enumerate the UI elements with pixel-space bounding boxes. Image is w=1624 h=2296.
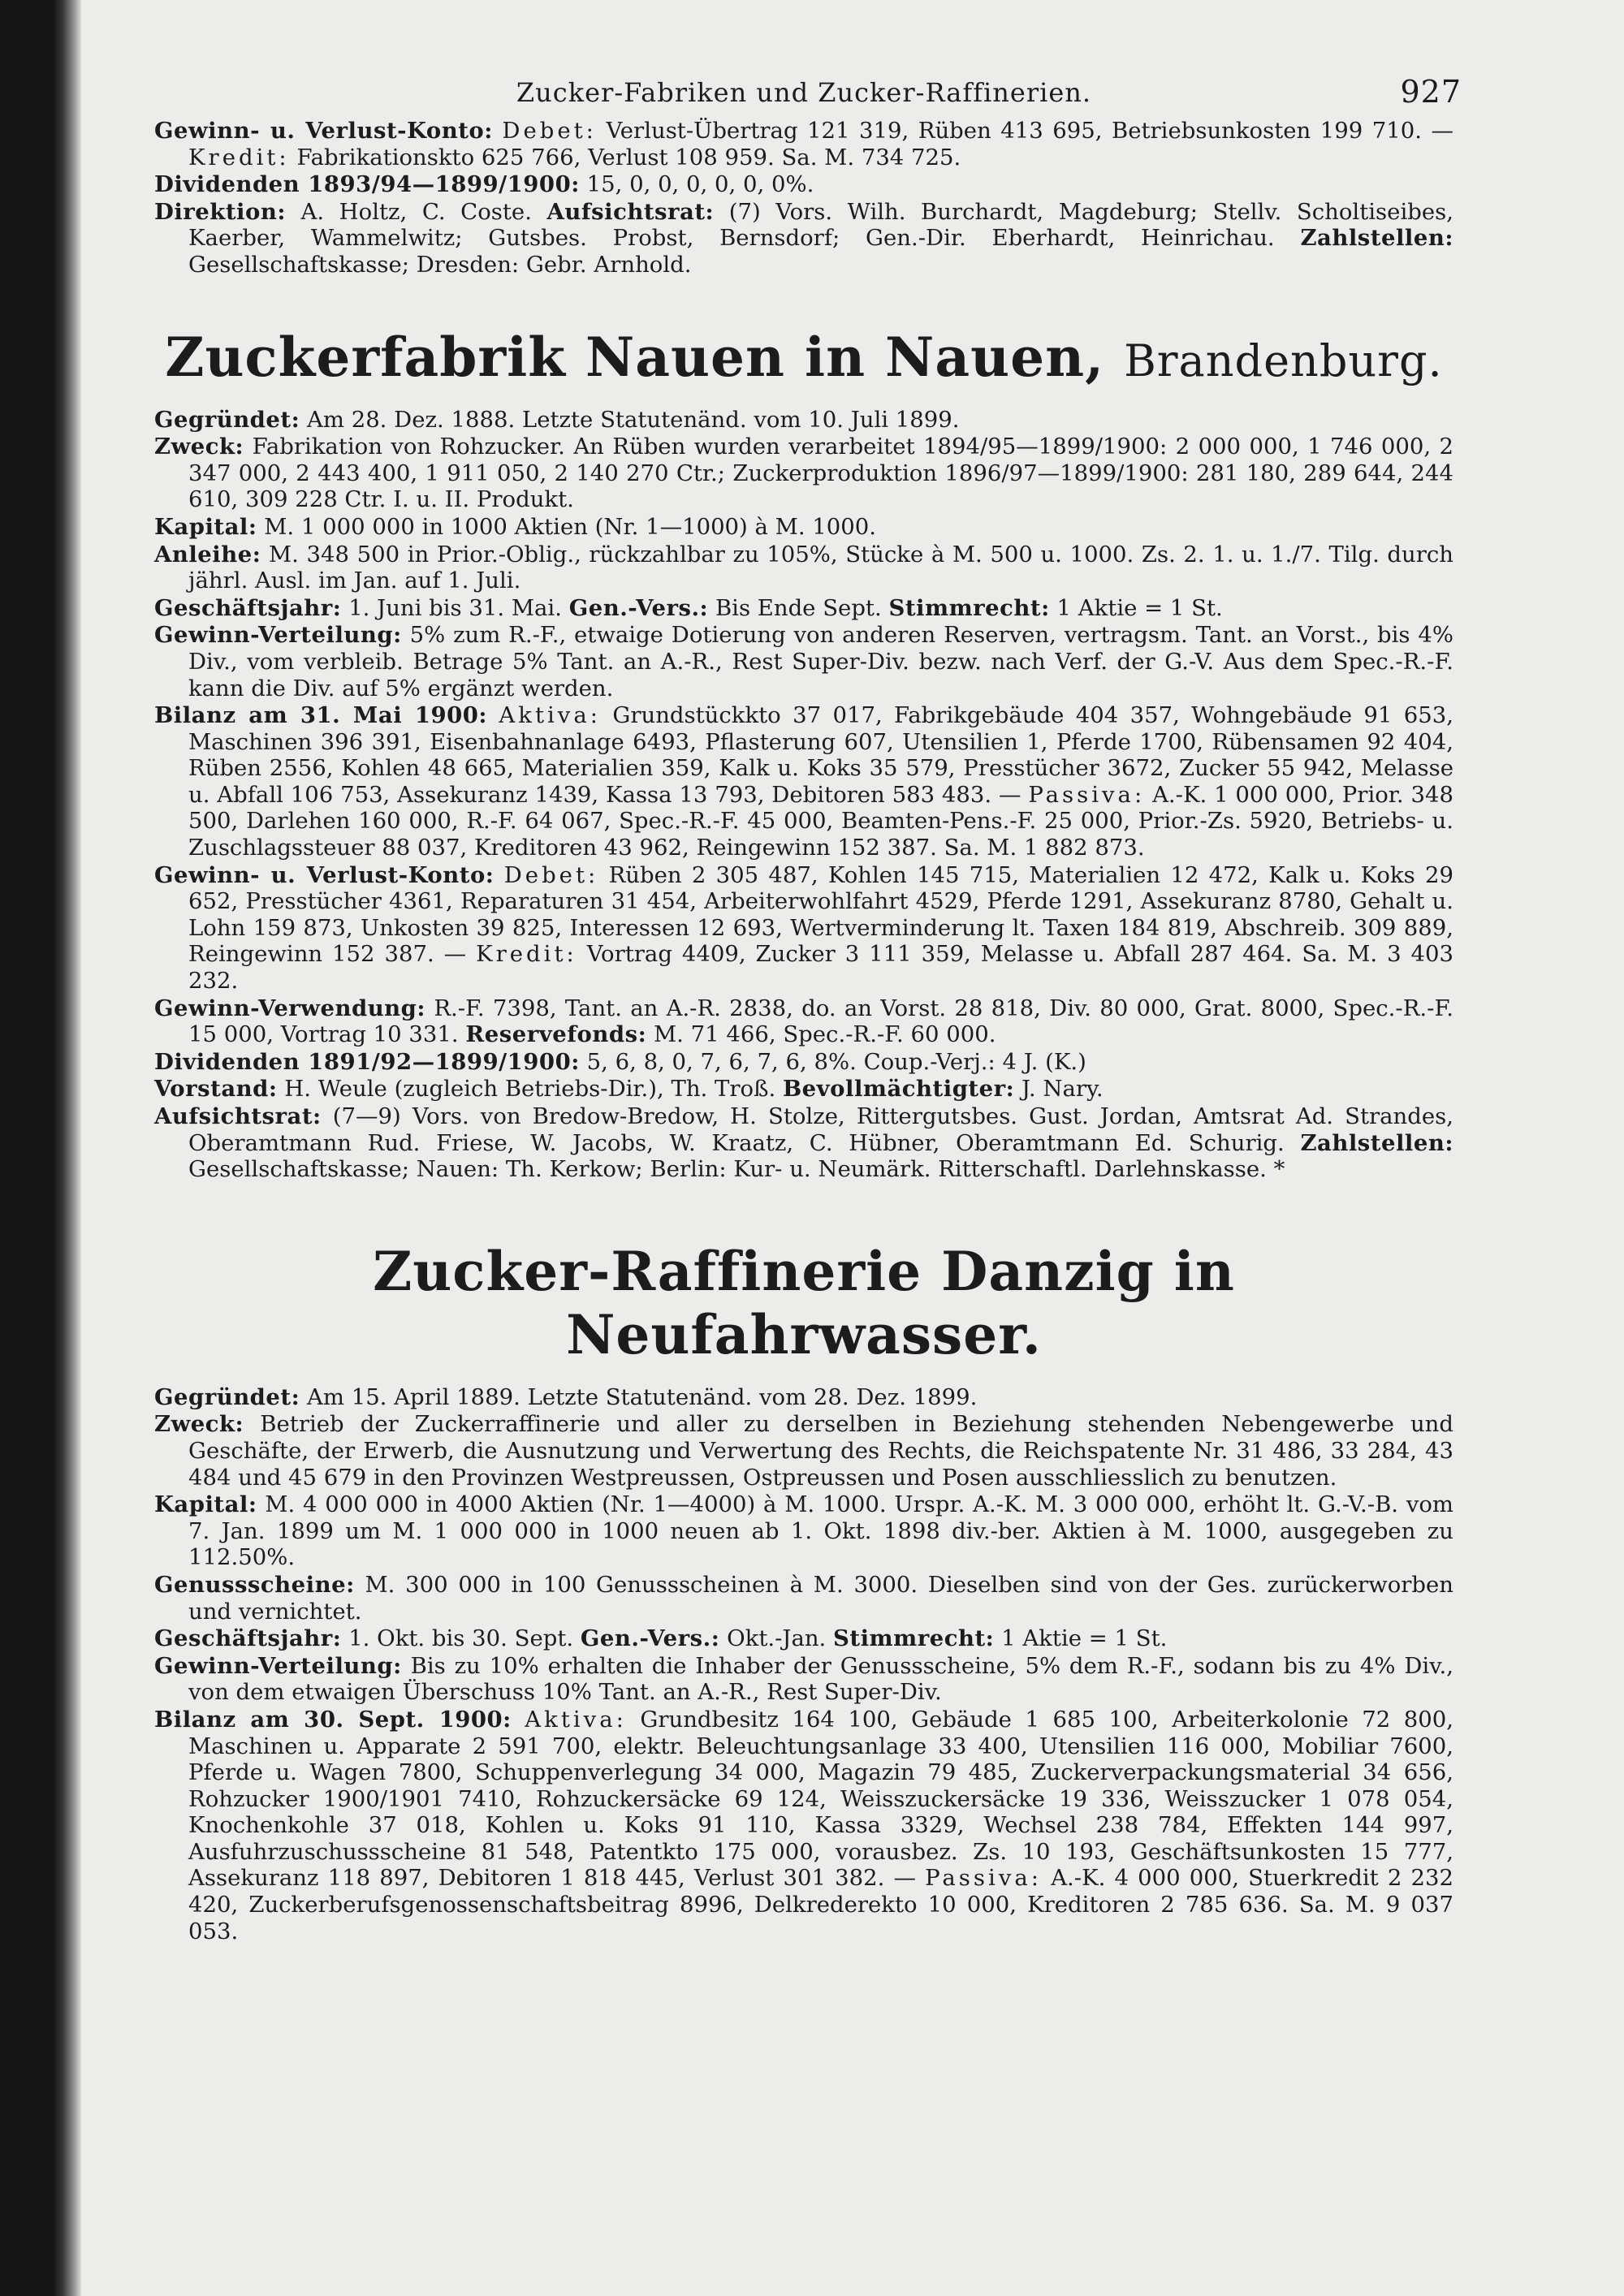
- document-page: [154, 74, 1462, 1945]
- company-title-nauen: Zuckerfabrik Nauen in Nauen, Brandenburg.: [165, 325, 1443, 389]
- field-zweck: Zweck: Fabrikation von Rohzucker. An Rüben wurden verarbeitet 1894/95—1899/1900: 2 000 000, 1 746 000, 2 347 000, 2 443 400, 1 911 050, 2 140 270 Ctr.; Zuckerproduktion 1896/97—1899/1900: 281 180, 289 644, 244 610, 309 228 Ctr. I. u. II. Produkt.: [154, 434, 1453, 513]
- field-vorstand: Vorstand: H. Weule (zugleich Betriebs-Dir.), Th. Troß. Bevollmächtigter: J. Nary.: [154, 1076, 1104, 1103]
- field-bilanz: Bilanz am 30. Sept. 1900: Aktiva: Grundbesitz 164 100, Gebäude 1 685 100, Arbeiterkolonie 72 800, Maschinen u. Apparate 2 591 700, elektr. Beleuchtungsanlage 33 400, Utensilien 116 000, Mobiliar 7600, Pferde u. Wagen 7800, Schuppenverlegung 34 000, Magazin 79 485, Zuckerverpackungsmaterial 34 656, Rohzucker 1900/1901 7410, Rohzuckersäcke 69 124, Weisszuckersäcke 19 336, Weisszucker 1 078 054, Knochenkohle 37 018, Kohlen u. Koks 91 110, Kassa 3329, Wechsel 238 784, Effekten 144 997, Ausfuhrzuschussscheine 81 548, Patentkto 175 000, vorausbez. Zs. 10 193, Geschäftsunkosten 15 777, Assekuranz 118 897, Debitoren 1 818 445, Verlust 301 382. — Passiva: A.-K. 4 000 000, Stuerkredit 2 232 420, Zuckerberufsgenossenschaftsbeitrag 8996, Delkrederekto 10 000, Kreditoren 2 785 636. Sa. M. 9 037 053.: [154, 1706, 1453, 1944]
- page-number: 927: [1400, 74, 1462, 110]
- field-dividenden: Dividenden 1891/92—1899/1900: 5, 6, 8, 0, 7, 6, 7, 6, 8%. Coup.-Verj.: 4 J. (K.): [154, 1048, 1086, 1075]
- field-gewinn-verteilung: Gewinn-Verteilung: 5% zum R.-F., etwaige Dotierung von anderen Reserven, vertragsm. Tant. an Vorst., bis 4% Div., vom verbleib. Betrage 5% Tant. an A.-R., Rest Super-Div. bezw. nach Verf. der G.-V. Aus dem Spec.-R.-F. kann die Div. auf 5% ergänzt werden.: [154, 622, 1453, 701]
- entry-danzig: [154, 1384, 1453, 1944]
- field-zweck: Zweck: Betrieb der Zuckerraffinerie und aller zu derselben in Beziehung stehenden Nebengewerbe und Geschäfte, der Erwerb, die Ausnutzung und Verwertung des Rechts, die Reichspatente Nr. 31 486, 33 284, 43 484 und 45 679 in den Provinzen Westpreussen, Ostpreussen und Posen ausschliesslich zu benutzen.: [154, 1411, 1453, 1491]
- field-gewinn-verwendung: Gewinn-Verwendung: R.-F. 7398, Tant. an A.-R. 2838, do. an Vorst. 28 818, Div. 80 000, Grat. 8000, Spec.-R.-F. 15 000, Vortrag 10 331. Reservefonds: M. 71 466, Spec.-R.-F. 60 000.: [154, 995, 1453, 1048]
- field-gegruendet: Gegründet: Am 15. April 1889. Letzte Statutenänd. vom 28. Dez. 1899.: [154, 1383, 978, 1410]
- field-kapital: Kapital: M. 1 000 000 in 1000 Aktien (Nr. 1—1000) à M. 1000.: [154, 513, 877, 540]
- field-kapital: Kapital: M. 4 000 000 in 4000 Aktien (Nr. 1—4000) à M. 1000. Urspr. A.-K. M. 3 000 000, erhöht lt. G.-V.-B. vom 7. Jan. 1899 um M. 1 000 000 in 1000 neuen ab 1. Okt. 1898 div.-ber. Aktien à M. 1000, ausgegeben zu 112.50%.: [154, 1491, 1453, 1571]
- field-gegruendet: Gegründet: Am 28. Dez. 1888. Letzte Statutenänd. vom 10. Juli 1899.: [154, 406, 960, 433]
- field-geschaeftsjahr: Geschäftsjahr: 1. Okt. bis 30. Sept. Gen.-Vers.: Okt.-Jan. Stimmrecht: 1 Aktie = 1 St.: [154, 1625, 1168, 1652]
- field-genussscheine: Genussscheine: M. 300 000 in 100 Genussscheinen à M. 3000. Dieselben sind von der Ges. zurückerworben und vernichtet.: [154, 1571, 1453, 1625]
- field-direktion: Direktion: A. Holtz, C. Coste. Aufsichtsrat: (7) Vors. Wilh. Burchardt, Magdeburg; Stellv. Scholtiseibes, Kaerber, Wammelwitz; Gutsbes. Probst, Bernsdorf; Gen.-Dir. Eberhardt, Heinrichau. Zahlstellen: Gesellschaftskasse; Dresden: Gebr. Arnhold.: [154, 198, 1453, 278]
- previous-entry-tail: [154, 118, 1453, 278]
- running-header: [154, 74, 1462, 118]
- entry-nauen: [154, 407, 1453, 1183]
- field-anleihe: Anleihe: M. 348 500 in Prior.-Oblig., rückzahlbar zu 105%, Stücke à M. 500 u. 1000. Zs. 2. 1. u. 1./7. Tilg. durch jährl. Ausl. im Jan. auf 1. Juli.: [154, 541, 1453, 594]
- running-title: Zucker-Fabriken und Zucker-Raffinerien.: [516, 77, 1092, 108]
- field-gewinn-verlust: Gewinn- u. Verlust-Konto: Debet: Verlust-Übertrag 121 319, Rüben 413 695, Betriebsunkosten 199 710. — Kredit: Fabrikationskto 625 766, Verlust 108 959. Sa. M. 734 725.: [154, 118, 1453, 170]
- company-title-danzig: Zucker-Raffinerie Danzig in Neufahrwasser.: [373, 1239, 1235, 1366]
- field-geschaeftsjahr: Geschäftsjahr: 1. Juni bis 31. Mai. Gen.-Vers.: Bis Ende Sept. Stimmrecht: 1 Aktie = 1 St.: [154, 594, 1223, 621]
- field-aufsichtsrat: Aufsichtsrat: (7—9) Vors. von Bredow-Bredow, H. Stolze, Rittergutsbes. Gust. Jordan, Amtsrat Ad. Strandes, Oberamtmann Rud. Friese, W. Jacobs, W. Kraatz, C. Hübner, Oberamtmann Ed. Schurig. Zahlstellen: Gesellschaftskasse; Nauen: Th. Kerkow; Berlin: Kur- u. Neumärk. Ritterschaftl. Darlehnskasse. *: [154, 1103, 1453, 1183]
- field-gewinn-verlust-konto: Gewinn- u. Verlust-Konto: Debet: Rüben 2 305 487, Kohlen 145 715, Materialien 12 472, Kalk u. Koks 29 652, Presstücher 4361, Reparaturen 31 454, Arbeiterwohlfahrt 4529, Pferde 1291, Assekuranz 8780, Gehalt u. Lohn 159 873, Unkosten 39 825, Interessen 12 693, Wertverminderung lt. Taxen 184 819, Abschreib. 309 889, Reingewinn 152 387. — Kredit: Vortrag 4409, Zucker 3 111 359, Melasse u. Abfall 287 464. Sa. M. 3 403 232.: [154, 861, 1453, 995]
- field-dividenden: Dividenden 1893/94—1899/1900: 15, 0, 0, 0, 0, 0, 0%.: [154, 171, 814, 198]
- book-binding-edge: [0, 0, 81, 2296]
- field-gewinn-verteilung: Gewinn-Verteilung: Bis zu 10% erhalten die Inhaber der Genussscheine, 5% dem R.-F., sodann bis zu 4% Div., von dem etwaigen Überschuss 10% Tant. an A.-R., Rest Super-Div.: [154, 1652, 1453, 1706]
- field-bilanz: Bilanz am 31. Mai 1900: Aktiva: Grundstückkto 37 017, Fabrikgebäude 404 357, Wohngebäude 91 653, Maschinen 396 391, Eisenbahnanlage 6493, Pflasterung 607, Utensilien 1, Pferde 1700, Rübensamen 92 404, Rüben 2556, Kohlen 48 665, Materialien 359, Kalk u. Koks 35 579, Presstücher 3672, Zucker 55 942, Melasse u. Abfall 106 753, Assekuranz 1439, Kassa 13 793, Debitoren 583 483. — Passiva: A.-K. 1 000 000, Prior. 348 500, Darlehen 160 000, R.-F. 64 067, Spec.-R.-F. 45 000, Beamten-Pens.-F. 25 000, Prior.-Zs. 5920, Betriebs- u. Zuschlagssteuer 88 037, Kreditoren 43 962, Reingewinn 152 387. Sa. M. 1 882 873.: [154, 702, 1453, 861]
